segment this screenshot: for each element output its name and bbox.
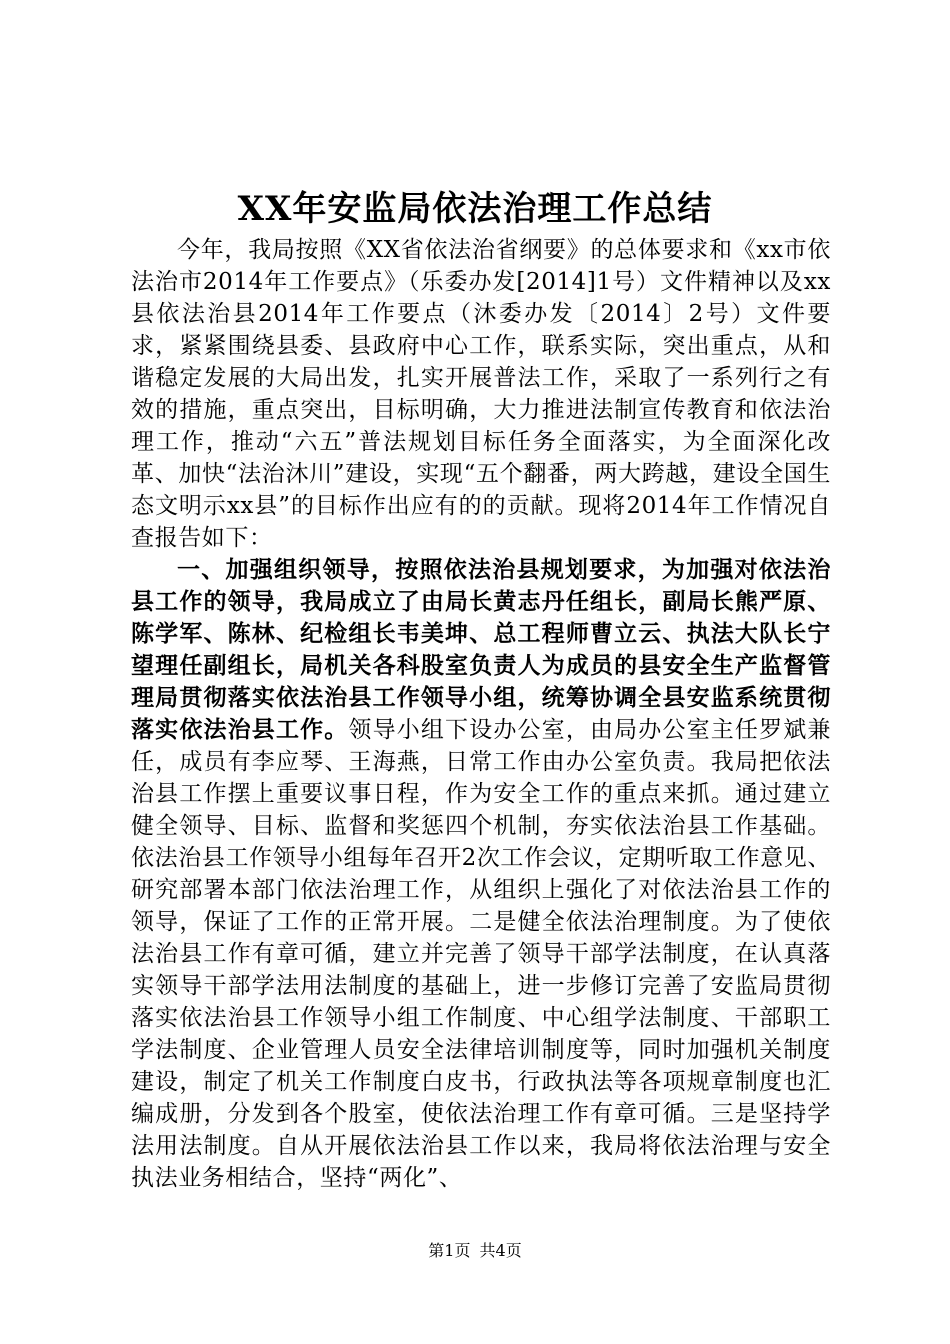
document-body (131, 234, 831, 1194)
section-one-heading-text: 一、加强组织领导，按照依法治县规划要求，为加强对依法治县工作的领导，我局成立了由局长黄志丹任组长，副局长熊严原、陈学军、陈林、纪检组长韦美坤、总工程师曹立云、执法大队长宁望理任副组长，局机关各科股室负责人为成员的县安全生产监督管理局贯彻落实依法治县工作领导小组，统筹协调全县安监系统贯彻落实依法治县工作。 (131, 557, 831, 743)
intro-paragraph: 今年，我局按照《XX省依法治省纲要》的总体要求和《xx市依法治市2014年工作要点》（乐委办发[2014]1号）文件精神以及xx县依法治县2014年工作要点（沐委办发〔2014〕2号）文件要求，紧紧围绕县委、县政府中心工作，联系实际，突出重点，从和谐稳定发展的大局出发，扎实开展普法工作，采取了一系列行之有效的措施，重点突出，目标明确，大力推进法制宣传教育和依法治理工作，推动“六五”普法规划目标任务全面落实，为全面深化改革、加快“法治沐川”建设，实现“五个翻番，两大跨越，建设全国生态文明示xx县”的目标作出应有的的贡献。现将2014年工作情况自查报告如下： (131, 237, 831, 551)
page-number-current: 第1页 (428, 1241, 471, 1260)
section-one-paragraph (131, 554, 831, 1194)
document-title: XX年安监局依法治理工作总结 (237, 189, 713, 229)
page-footer (0, 1241, 950, 1261)
page-number-total: 共4页 (479, 1241, 522, 1260)
section-one-body-text: 领导小组下设办公室，由局办公室主任罗斌兼任，成员有李应琴、王海燕，日常工作由办公室负责。我局把依法治县工作摆上重要议事日程，作为安全工作的重点来抓。通过建立健全领导、目标、监督和奖惩四个机制，夯实依法治县工作基础。依法治县工作领导小组每年召开2次工作会议，定期听取工作意见、研究部署本部门依法治理工作，从组织上强化了对依法治县工作的领导，保证了工作的正常开展。二是健全依法治理制度。为了使依法治县工作有章可循，建立并完善了领导干部学法制度，在认真落实领导干部学法用法制度的基础上，进一步修订完善了安监局贯彻落实依法治县工作领导小组工作制度、中心组学法制度、干部职工学法制度、企业管理人员安全法律培训制度等，同时加强机关制度建设，制定了机关工作制度白皮书，行政执法等各项规章制度也汇编成册，分发到各个股室，使依法治理工作有章可循。三是坚持学法用法制度。自从开展依法治县工作以来，我局将依法治理与安全执法业务相结合，坚持“两化”、 (131, 717, 832, 1191)
